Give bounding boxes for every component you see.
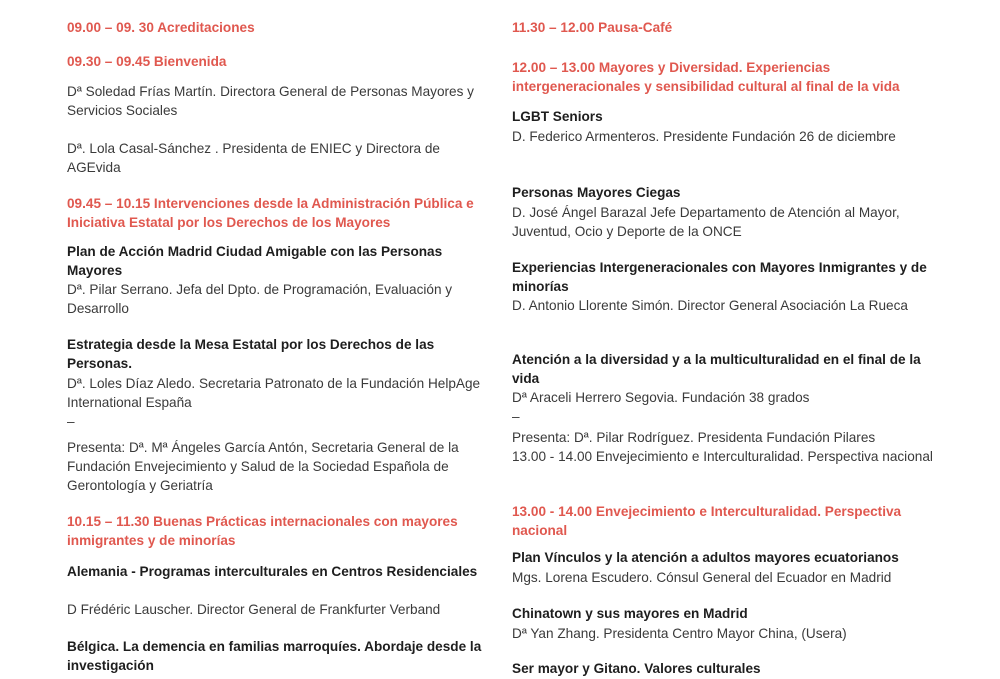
talk-title: Plan de Acción Madrid Ciudad Amigable con las Personas Mayores xyxy=(67,244,443,278)
separator-dash: – xyxy=(512,409,520,424)
talk-title: Personas Mayores Ciegas xyxy=(512,185,681,200)
speaker-text: Dª. Loles Díaz Aledo. Secretaria Patronato de la Fundación HelpAge International España xyxy=(67,376,481,410)
separator-dash: – xyxy=(67,414,75,429)
speaker-text: D. José Ángel Barazal Jefe Departamento de Atención al Mayor, Juventud, Ocio y Deporte de la ONCE xyxy=(512,205,900,239)
session-heading-diversity: 12.00 – 13.00 Mayores y Diversidad. Experiencias intergeneracionales y sensibilidad cultural al final de la vida xyxy=(512,60,900,94)
session-note-text: 13.00 - 14.00 Envejecimiento e Interculturalidad. Perspectiva nacional xyxy=(512,449,933,464)
talk-title: Plan Vínculos y la atención a adultos mayores ecuatorianos xyxy=(512,550,899,565)
session-heading-interventions: 09.45 – 10.15 Intervenciones desde la Administración Pública e Iniciativa Estatal por los Derechos de los Mayores xyxy=(67,196,474,230)
speaker-text: Dª Soledad Frías Martín. Directora General de Personas Mayores y Servicios Sociales xyxy=(67,84,474,118)
speaker-text: Mgs. Lorena Escudero. Cónsul General del Ecuador en Madrid xyxy=(512,570,892,585)
presenter-text: Presenta: Dª. Mª Ángeles García Antón, Secretaria General de la Fundación Envejecimiento y Salud de la Sociedad Española de Gerontología y Geriatría xyxy=(67,440,459,493)
session-heading-welcome: 09.30 – 09.45 Bienvenida xyxy=(67,54,227,69)
talk-title: Chinatown y sus mayores en Madrid xyxy=(512,606,748,621)
speaker-text: D. Federico Armenteros. Presidente Fundación 26 de diciembre xyxy=(512,129,896,144)
talk-title: Bélgica. La demencia en familias marroquíes. Abordaje desde la investigación xyxy=(67,639,482,673)
talk-title: Ser mayor y Gitano. Valores culturales xyxy=(512,661,761,676)
speaker-text: Dª Yan Zhang. Presidenta Centro Mayor China, (Usera) xyxy=(512,626,847,641)
talk-title: Experiencias Intergeneracionales con Mayores Inmigrantes y de minorías xyxy=(512,260,927,294)
speaker-text: D. Antonio Llorente Simón. Director General Asociación La Rueca xyxy=(512,298,908,313)
talk-title: Atención a la diversidad y a la multiculturalidad en el final de la vida xyxy=(512,352,921,386)
session-heading-good-practices: 10.15 – 11.30 Buenas Prácticas internacionales con mayores inmigrantes y de minorías xyxy=(67,514,458,548)
speaker-text: Dª. Pilar Serrano. Jefa del Dpto. de Programación, Evaluación y Desarrollo xyxy=(67,282,453,316)
session-heading-coffee-break: 11.30 – 12.00 Pausa-Café xyxy=(512,20,673,35)
talk-title: Alemania - Programas interculturales en Centros Residenciales xyxy=(67,564,478,579)
speaker-text: D Frédéric Lauscher. Director General de Frankfurter Verband xyxy=(67,602,441,617)
presenter-text: Presenta: Dª. Pilar Rodríguez. Presidenta Fundación Pilares xyxy=(512,430,876,445)
talk-title: Estrategia desde la Mesa Estatal por los Derechos de las Personas. xyxy=(67,337,435,371)
session-heading-interculturality: 13.00 - 14.00 Envejecimiento e Interculturalidad. Perspectiva nacional xyxy=(512,504,902,538)
speaker-text: Dª. Lola Casal-Sánchez . Presidenta de ENIEC y Directora de AGEvida xyxy=(67,141,440,175)
talk-title: LGBT Seniors xyxy=(512,109,603,124)
session-heading-accreditation: 09.00 – 09. 30 Acreditaciones xyxy=(67,20,255,35)
speaker-text: Dª Araceli Herrero Segovia. Fundación 38 grados xyxy=(512,390,810,405)
